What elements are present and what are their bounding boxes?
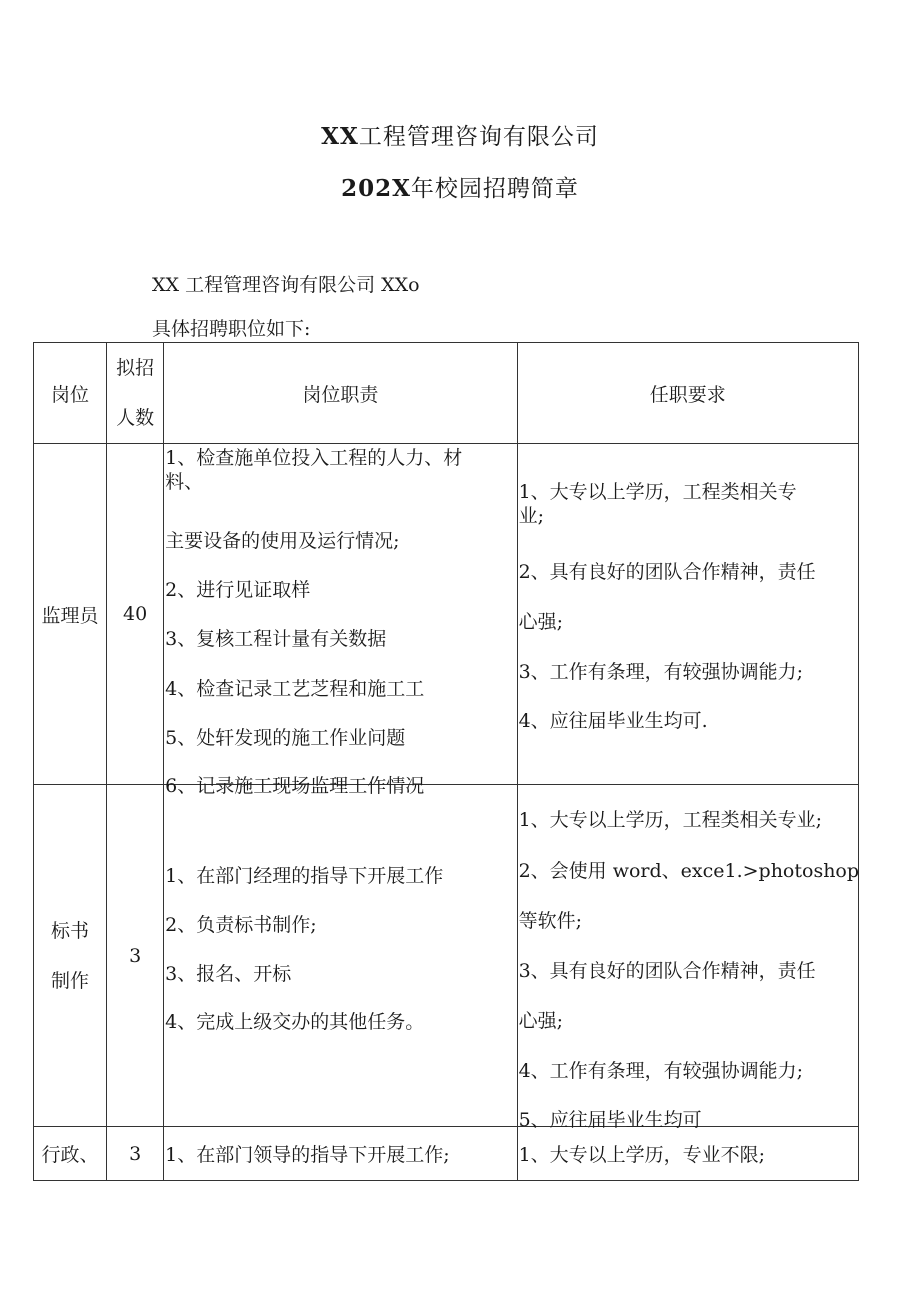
row1-req-1b: 业; [518, 505, 544, 527]
row1-req-2: 2、具有良好的团队合作精神，责任 [518, 561, 816, 583]
row2-requirements [517, 785, 860, 1131]
row1-count [107, 444, 164, 785]
recruitment-title [0, 170, 920, 203]
row1-position [34, 444, 107, 785]
row1-duty-2: 主要设备的使用及运行情况; [165, 530, 400, 552]
row1-position-label: 监理员 [41, 604, 99, 627]
row3-count [107, 1127, 164, 1181]
header-position [34, 343, 107, 444]
row3-req-1: 1、大专以上学历，专业不限; [518, 1144, 766, 1166]
row2-duty-1: 1、在部门经理的指导下开展工作 [165, 865, 444, 887]
row1-req-2b: 心强; [518, 611, 563, 633]
company-title-prefix: XX [321, 123, 359, 150]
row1-req-1: 1、大专以上学历，工程类相关专 [518, 481, 797, 503]
row1-count-value: 40 [123, 603, 148, 625]
table-row [34, 1127, 859, 1181]
jobs-table [33, 342, 859, 1181]
row2-req-5: 5、应往届毕业生均可 [518, 1109, 702, 1131]
row1-duty-4: 3、复核工程计量有关数据 [165, 628, 387, 650]
recruitment-title-rest: 年校园招聘简章 [410, 176, 579, 202]
row1-duty-7: 6、记录施工现场监理工作情况 [165, 775, 425, 797]
header-count-line-2: 人数 [116, 407, 155, 429]
row2-count-value: 3 [129, 944, 142, 967]
header-requirements-label: 任职要求 [649, 383, 726, 406]
row3-duties [164, 1127, 517, 1181]
row2-duty-2: 2、负责标书制作; [165, 914, 317, 936]
row1-req-3: 3、工作有条理，有较强协调能力; [518, 661, 804, 683]
row2-req-2b: 等软件; [518, 910, 582, 932]
row2-req-1: 1、大专以上学历，工程类相关专业; [518, 809, 823, 831]
row2-req-4: 4、工作有条理，有较强协调能力; [518, 1060, 804, 1082]
table-row [34, 785, 859, 1127]
table-header-row [34, 343, 859, 444]
row1-duty-1: 1、检查施单位投入工程的人力、材 [165, 447, 463, 469]
row1-duty-1b: 料、 [165, 471, 204, 493]
row1-duty-3: 2、进行见证取样 [165, 579, 311, 601]
row2-duty-4: 4、完成上级交办的其他任务。 [165, 1011, 425, 1033]
company-title [0, 118, 920, 151]
row2-position [34, 785, 107, 1127]
row1-requirements [517, 444, 858, 785]
row1-req-4: 4、应往届毕业生均可. [518, 710, 708, 732]
intro-line-2: 具体招聘职位如下: [152, 318, 311, 340]
row1-duty-5: 4、检查记录工艺芝程和施工工 [165, 678, 425, 700]
row2-duties [164, 785, 517, 1127]
row2-req-3: 3、具有良好的团队合作精神，责任 [518, 960, 816, 982]
header-requirements [517, 343, 858, 444]
header-duties-label: 岗位职责 [302, 383, 379, 406]
row3-position [34, 1127, 107, 1181]
row3-count-value: 3 [129, 1142, 142, 1165]
row1-duty-6: 5、处轩发现的施工作业问题 [165, 727, 406, 749]
row2-req-3b: 心强; [518, 1010, 563, 1032]
row3-requirements [517, 1127, 858, 1181]
header-count-line-1: 拟招 [116, 357, 155, 379]
row2-req-2: 2、会使用 word、exce1.>photoshop [518, 860, 860, 882]
header-position-label: 岗位 [51, 383, 90, 406]
recruitment-title-prefix: 202X [341, 175, 411, 202]
header-duties [164, 343, 517, 444]
row2-duty-3: 3、报名、开标 [165, 963, 292, 985]
header-count [107, 343, 164, 444]
row1-duties [164, 444, 517, 797]
row3-position-label: 行政、 [41, 1144, 99, 1166]
table-row [34, 444, 859, 785]
intro-line-1: XX 工程管理咨询有限公司 XXo [152, 274, 420, 296]
row2-position-line-2: 制作 [51, 969, 90, 992]
company-title-rest: 工程管理咨询有限公司 [358, 124, 599, 150]
row2-position-line-1: 标书 [51, 919, 90, 942]
row2-count [107, 785, 164, 1127]
row3-duty-1: 1、在部门领导的指导下开展工作; [165, 1144, 450, 1166]
